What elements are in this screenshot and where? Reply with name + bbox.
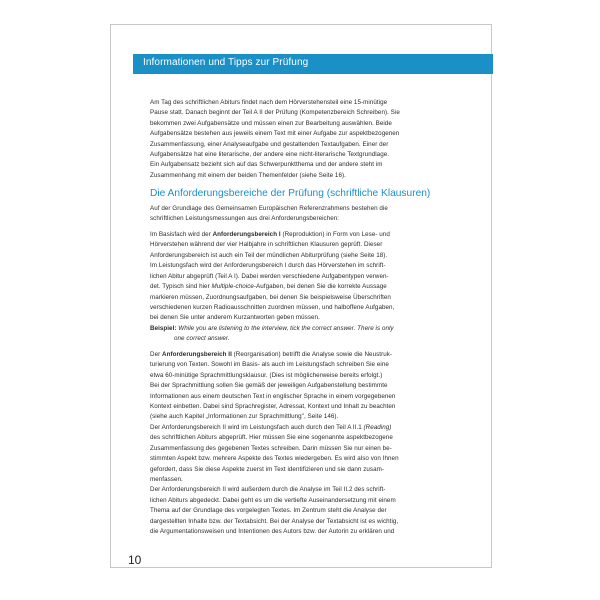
text-line: Auf der Grundlage des Gemeinsamen Europäischen Referenzrahmens bestehen die (150, 204, 388, 212)
intro-paragraph (150, 98, 448, 181)
page (110, 24, 492, 568)
text-line: Informationen aus einem deutschen Text in englischer Sprache in einem vorgegebenen (150, 392, 396, 400)
term-requirement-area-2: Anforderungsbereich II (162, 351, 232, 359)
text-line: Ein Aufgabensatz bezieht sich auf das Schwerpunktthema und der andere steht im (150, 161, 383, 169)
requirement-area-1 (150, 230, 448, 344)
requirements-intro (150, 204, 448, 225)
text-line: markieren müssen, Zuordnungsaufgaben, bei denen Sie beispielsweise Überschriften (150, 293, 391, 301)
text-line: gefordert, dass Sie diese Aspekte zuerst im Text identifizieren und sie dann zusam- (150, 465, 385, 473)
text-line: Im Basisfach wird der Anforderungsbereich I (Reproduktion) in Form von Lese- und (150, 231, 390, 239)
text-line: Anforderungsbereich ist auch ein Teil der mündlichen Abiturprüfung (siehe Seite 18). (150, 251, 388, 259)
text-line: Zusammenfassung des gegebenen Textes schreiben. Darin müssen Sie nur einen be- (150, 444, 392, 452)
text-line: Im Leistungsfach wird der Anforderungsbereich I durch das Hörverstehen im schrift- (150, 262, 386, 270)
text-line: (siehe auch Kapitel „Informationen zur Sprachmittlung", Seite 146). (150, 413, 339, 421)
text-line: des schriftlichen Abiturs abgeprüft. Hier müssen Sie eine sogenannte aspektbezogene (150, 434, 393, 442)
term-requirement-area-1: Anforderungsbereich I (212, 231, 281, 239)
text-line: Aufgabensätze bestehen aus jeweils einem Text mit einer Aufgabe zur aspektbezogenen (150, 130, 400, 138)
section-banner (133, 54, 493, 74)
text-line: bei denen Sie unter anderem Kurzantworten geben müssen. (150, 314, 320, 322)
text-line: etwa 60-minütige Sprachmittlungsklausur. (Dies ist möglicherweise bereits erfolgt.) (150, 371, 383, 379)
text-line: Der Anforderungsbereich II (Reorganisation) betrifft die Analyse sowie die Neustruk- (150, 351, 393, 359)
text-line: stimmten Aspekt bzw. mehrere Aspekte des Textes wiedergeben. Es wird also von Ihnen (150, 455, 399, 463)
text-line: bekommen zwei Aufgabensätze und müssen einen zur Bearbeitung auswählen. Beide (150, 119, 392, 127)
text-line: turierung von Texten. Sowohl im Basis- als auch im Leistungsfach schreiben Sie eine (150, 361, 389, 369)
text-line: Zusammenhang mit einem der beiden Themenfelder (siehe Seite 16). (150, 171, 346, 179)
example-line: one correct answer. (174, 335, 230, 343)
text-line: Hörverstehen während der vier Halbjahre in schriftlichen Klausuren geprüft. Dieser (150, 241, 383, 249)
text-line: Am Tag des schriftlichen Abiturs findet nach dem Hörverstehensteil eine 15-minütige (150, 99, 388, 106)
text-line: dargestellten Inhalte bzw. der Textabsicht. Bei der Analyse der Textabsicht ist es wichtig, (150, 517, 399, 525)
example-label: Beispiel: (150, 324, 177, 332)
text-line: Der Anforderungsbereich II wird im Leistungsfach auch durch den Teil A II.1 (Reading) (150, 423, 392, 431)
text-line: verschiedenen kurzen Radioausschnitten zuordnen müssen, und halboffene Aufgaben, (150, 303, 395, 311)
text-line: lichen Abiturs abgedeckt. Dabei geht es um die vertiefte Auseinandersetzung mit einem (150, 496, 396, 504)
text-line: schriftlichen Leistungsmessungen aus drei Anforderungsbereichen: (150, 215, 340, 223)
page-number: 10 (128, 553, 142, 567)
text-line: Thema auf der Grundlage des vorgelegten Textes. Im Zentrum steht die Analyse der (150, 507, 387, 515)
text-line: Bei der Sprachmittlung sollen Sie gemäß der jeweiligen Aufgabenstellung bestimmte (150, 382, 388, 390)
text-line: Pause statt. Danach beginnt der Teil A II der Prüfung (Kompetenzbereich Schreiben). Sie (150, 109, 400, 117)
text-line: die Argumentationsweisen und Intentionen des Autors bzw. der Autorin zu erklären und (150, 527, 395, 535)
requirement-area-2 (150, 350, 448, 537)
section-heading: Die Anforderungsbereiche der Prüfung (schriftliche Klausuren) (150, 187, 431, 199)
page-content (150, 98, 448, 537)
text-line: Kontext einbetten. Dabei sind Sprachregister, Adressat, Kontext und Inhalt zu beachten (150, 403, 396, 411)
text-line: Zusammenfassung, einer Analyseaufgabe und gestaltenden Textaufgaben. Einer der (150, 140, 389, 148)
text-line: Aufgabensätze hat eine literarische, der andere eine nicht-literarische Textgrundlage. (150, 151, 390, 159)
text-line: det. Typisch sind hier Multiple-choice-Aufgaben, bei denen Sie die korrekte Aussage (150, 283, 387, 291)
banner-title: Informationen und Tipps zur Prüfung (143, 57, 309, 68)
text-line: lichen Abitur abgeprüft (Teil A I). Dabei werden verschiedene Aufgabentypen verwen- (150, 272, 389, 280)
text-line: menfassen. (150, 475, 183, 483)
example-line: Beispiel: While you are listening to the interview, tick the correct answer. There is only (150, 324, 394, 332)
text-line: Der Anforderungsbereich II wird außerdem durch die Analyse im Teil II.2 des schrift- (150, 486, 386, 494)
